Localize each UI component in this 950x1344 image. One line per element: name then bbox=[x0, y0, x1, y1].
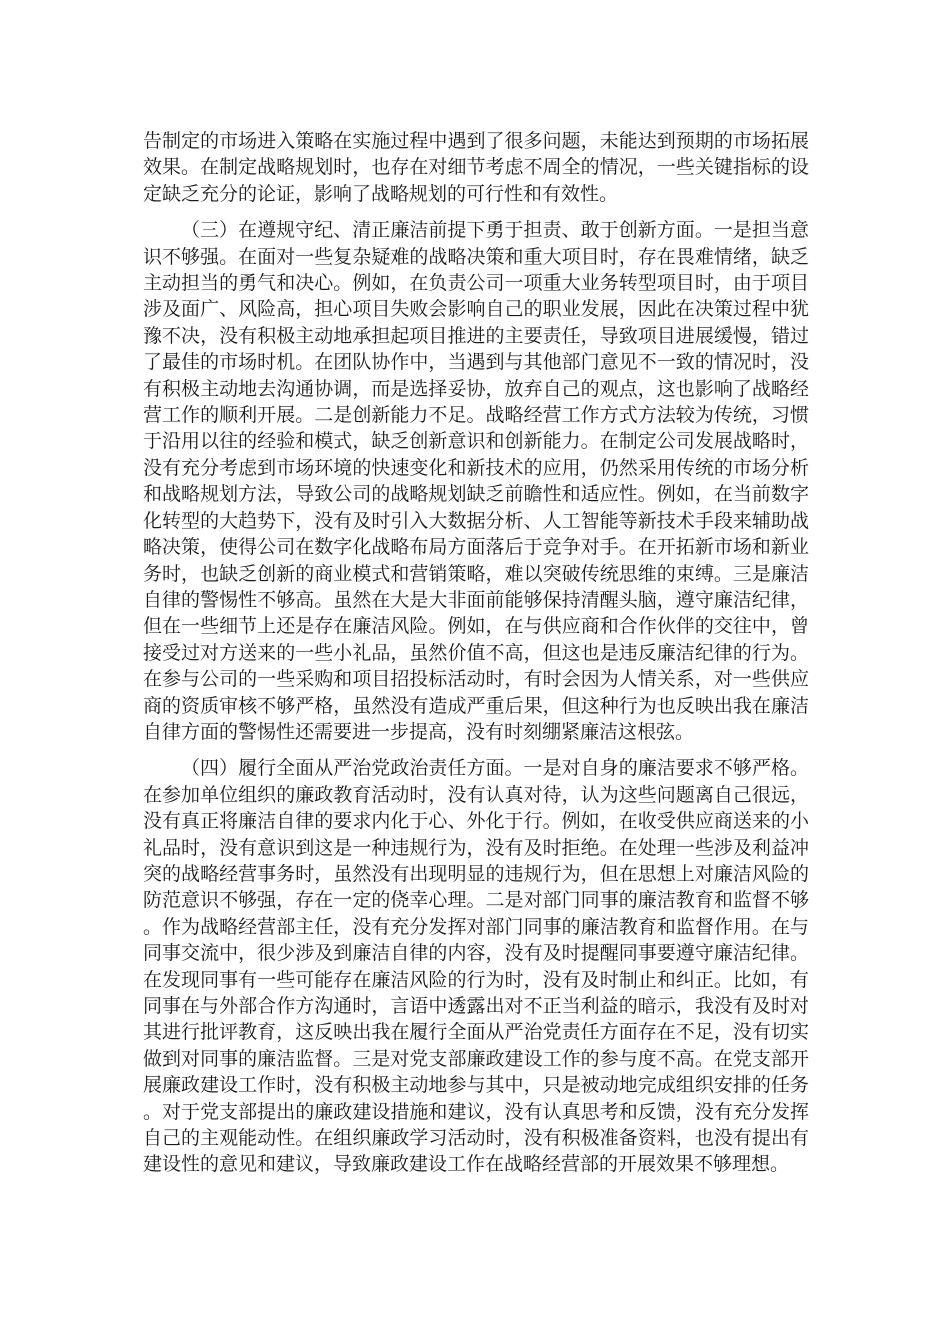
paragraph-section-three: （三）在遵规守纪、清正廉洁前提下勇于担责、敢于创新方面。一是担当意识不够强。在面对一些复杂疑难的战略决策和重大项目时，存在畏难情绪，缺乏主动担当的勇气和决心。例如，在负责公司一项重大业务转型项目时，由于项目涉及面广、风险高，担心项目失败会影响自己的职业发展，因此在决策过程中犹豫不决，没有积极主动地承担起项目推进的主要责任，导致项目进展缓慢，错过了最佳的市场时机。在团队协作中，当遇到与其他部门意见不一致的情况时，没有积极主动地去沟通协调，而是选择妥协，放弃自己的观点，这也影响了战略经营工作的顺利开展。二是创新能力不足。战略经营工作方式方法较为传统，习惯于沿用以往的经验和模式，缺乏创新意识和创新能力。在制定公司发展战略时，没有充分考虑到市场环境的快速变化和新技术的应用，仍然采用传统的市场分析和战略规划方法，导致公司的战略规划缺乏前瞻性和适应性。例如，在当前数字化转型的大趋势下，没有及时引入大数据分析、人工智能等新技术手段来辅助战略决策，使得公司在数字化战略布局方面落后于竞争对手。在开拓新市场和新业务时，也缺乏创新的商业模式和营销策略，难以突破传统思维的束缚。三是廉洁自律的警惕性不够高。虽然在大是大非面前能够保持清醒头脑，遵守廉洁纪律，但在一些细节上还是存在廉洁风险。例如，在与供应商和合作伙伴的交往中，曾接受过对方送来的一些小礼品，虽然价值不高，但这也是违反廉洁纪律的行为。在参与公司的一些采购和项目招投标活动时，有时会因为人情关系，对一些供应商的资质审核不够严格，虽然没有造成严重后果，但这种行为也反映出我在廉洁自律方面的警惕性还需要进一步提高，没有时刻绷紧廉洁这根弦。 bbox=[143, 219, 809, 743]
paragraph-section-four: （四）履行全面从严治党政治责任方面。一是对自身的廉洁要求不够严格。在参加单位组织的廉政教育活动时，没有认真对待，认为这些问题离自己很远，没有真正将廉洁自律的要求内化于心、外化于行。例如，在收受供应商送来的小礼品时，没有意识到这是一种违规行为，没有及时拒绝。在处理一些涉及利益冲突的战略经营事务时，虽然没有出现明显的违规行为，但在思想上对廉洁风险的防范意识不够强，存在一定的侥幸心理。二是对部门同事的廉洁教育和监督不够。作为战略经营部主任，没有充分发挥对部门同事的廉洁教育和监督作用。在与同事交流中，很少涉及到廉洁自律的内容，没有及时提醒同事要遵守廉洁纪律。在发现同事有一些可能存在廉洁风险的行为时，没有及时制止和纠正。比如，有同事在与外部合作方沟通时，言语中透露出对不正当利益的暗示，我没有及时对其进行批评教育，这反映出我在履行全面从严治党责任方面存在不足，没有切实做到对同事的廉洁监督。三是对党支部廉政建设工作的参与度不高。在党支部开展廉政建设工作时，没有积极主动地参与其中，只是被动地完成组织安排的任务。对于党支部提出的廉政建设措施和建议，没有认真思考和反馈，没有充分发挥自己的主观能动性。在组织廉政学习活动时，没有积极准备资料，也没有提出有建设性的意见和建议，导致廉政建设工作在战略经营部的开展效果不够理想。 bbox=[143, 757, 809, 1176]
paragraph-continuation: 告制定的市场进入策略在实施过程中遇到了很多问题，未能达到预期的市场拓展效果。在制定战略规划时，也存在对细节考虑不周全的情况，一些关键指标的设定缺乏充分的论证，影响了战略规划的可行性和有效性。 bbox=[143, 130, 809, 205]
document-body bbox=[143, 128, 809, 1178]
